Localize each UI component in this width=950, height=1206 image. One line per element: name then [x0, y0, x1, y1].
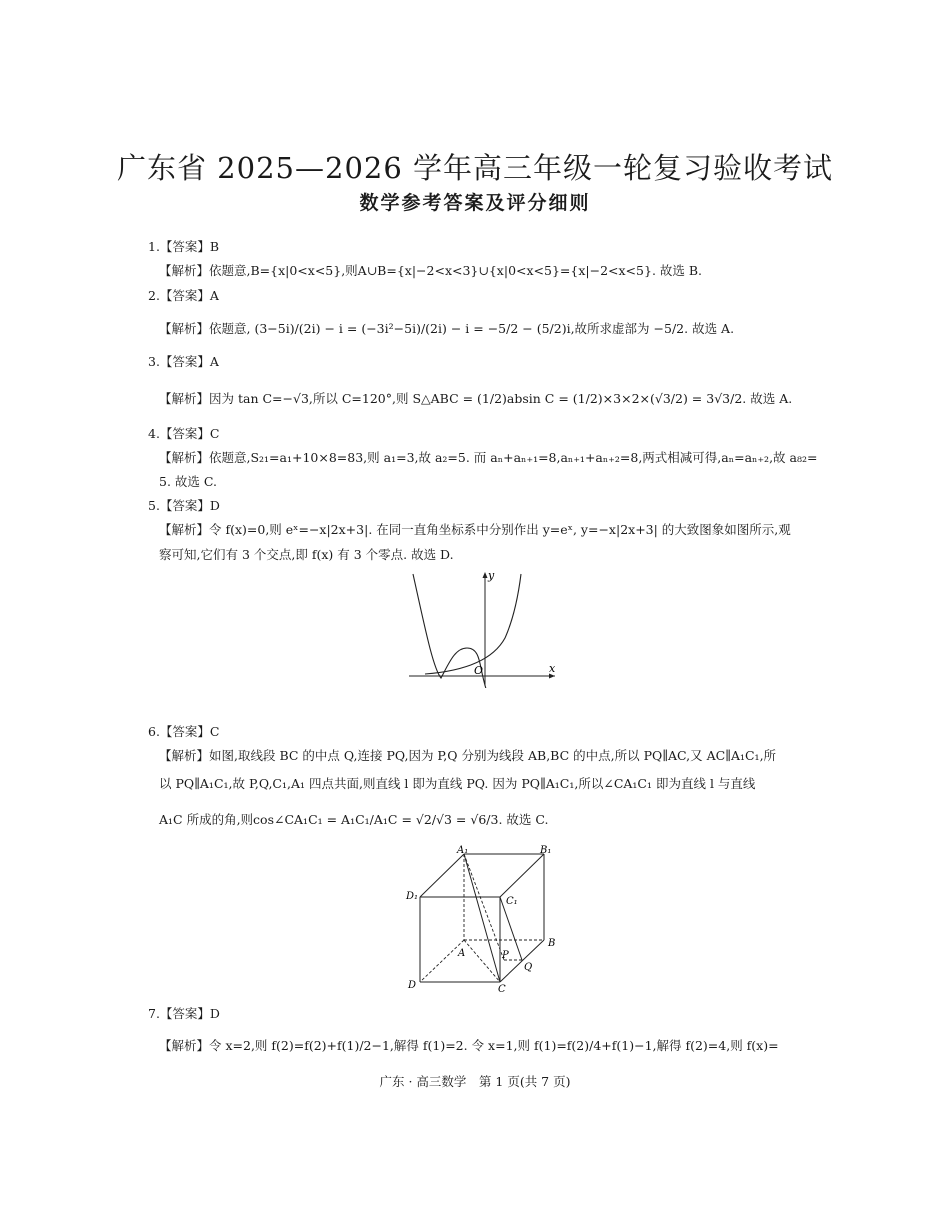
label-a: A	[458, 948, 466, 959]
x-axis-label: x	[549, 662, 556, 675]
answer-6: 6.【答案】C	[148, 724, 220, 739]
y-axis-arrow	[483, 572, 488, 578]
analysis-1-line-1: 【解析】依题意,B={x|0<x<5},则A∪B={x|−2<x<3}∪{x|0<x<5}={x|−2<x<5}. 故选 B.	[159, 263, 703, 278]
analysis-6-line-3: A₁C 所成的角,则cos∠CA₁C₁ = A₁C₁/A₁C = √2/√3 = √6/3. 故选 C.	[159, 812, 549, 827]
answer-5: 5.【答案】D	[148, 498, 220, 513]
label-c1: C₁	[506, 896, 518, 907]
page-title: 广东省 2025—2026 学年高三年级一轮复习验收考试	[116, 151, 834, 185]
label-b: B	[548, 938, 556, 949]
answer-7: 7.【答案】D	[148, 1006, 220, 1021]
y-axis-label: y	[488, 569, 495, 582]
answer-3: 3.【答案】A	[148, 354, 219, 369]
page-footer: 广东 · 高三数学 第 1 页(共 7 页)	[379, 1074, 571, 1089]
analysis-6-line-1: 【解析】如图,取线段 BC 的中点 Q,连接 PQ,因为 P,Q 分别为线段 AB,BC 的中点,所以 PQ∥AC,又 AC∥A₁C₁,所	[159, 748, 777, 763]
label-d1: D₁	[406, 891, 419, 902]
analysis-5-line-2: 察可知,它们有 3 个交点,即 f(x) 有 3 个零点. 故选 D.	[159, 547, 454, 562]
answer-1: 1.【答案】B	[148, 239, 220, 254]
analysis-5-line-1: 【解析】令 f(x)=0,则 eˣ=−x|2x+3|. 在同一直角坐标系中分别作出 y=eˣ, y=−x|2x+3| 的大致图象如图所示,观	[159, 522, 791, 537]
analysis-7-line-1: 【解析】令 x=2,则 f(2)=f(2)+f(1)/2−1,解得 f(1)=2. 令 x=1,则 f(1)=f(2)/4+f(1)−1,解得 f(2)=4,则 f(x)=	[159, 1038, 779, 1053]
label-q: Q	[524, 962, 533, 973]
label-a1: A₁	[457, 845, 469, 856]
analysis-6-line-2: 以 PQ∥A₁C₁,故 P,Q,C₁,A₁ 四点共面,则直线 l 即为直线 PQ. 因为 PQ∥A₁C₁,所以∠CA₁C₁ 即为直线 l 与直线	[159, 776, 756, 791]
label-p: P	[502, 950, 509, 961]
answer-4: 4.【答案】C	[148, 426, 220, 441]
label-b1: B₁	[540, 845, 552, 856]
cube-figure	[400, 842, 565, 997]
label-d: D	[408, 980, 417, 991]
function-graph-figure	[405, 568, 560, 688]
page-subtitle: 数学参考答案及评分细则	[359, 192, 591, 214]
analysis-3-line-1: 【解析】因为 tan C=−√3,所以 C=120°,则 S△ABC = (1/2)absin C = (1/2)×3×2×(√3/2) = 3√3/2. 故选 A.	[159, 391, 793, 406]
label-c: C	[498, 984, 506, 995]
analysis-4-line-1: 【解析】依题意,S₂₁=a₁+10×8=83,则 a₁=3,故 a₂=5. 而 aₙ+aₙ₊₁=8,aₙ₊₁+aₙ₊₂=8,两式相减可得,aₙ=aₙ₊₂,故 a₈₂=	[159, 450, 818, 465]
analysis-4-line-2: 5. 故选 C.	[159, 474, 217, 489]
answer-2: 2.【答案】A	[148, 288, 219, 303]
exp-curve	[425, 574, 521, 674]
analysis-2-line-1: 【解析】依题意, (3−5i)/(2i) − i = (−3i²−5i)/(2i) − i = −5/2 − (5/2)i,故所求虚部为 −5/2. 故选 A.	[159, 321, 735, 336]
origin-label: O	[473, 664, 483, 677]
